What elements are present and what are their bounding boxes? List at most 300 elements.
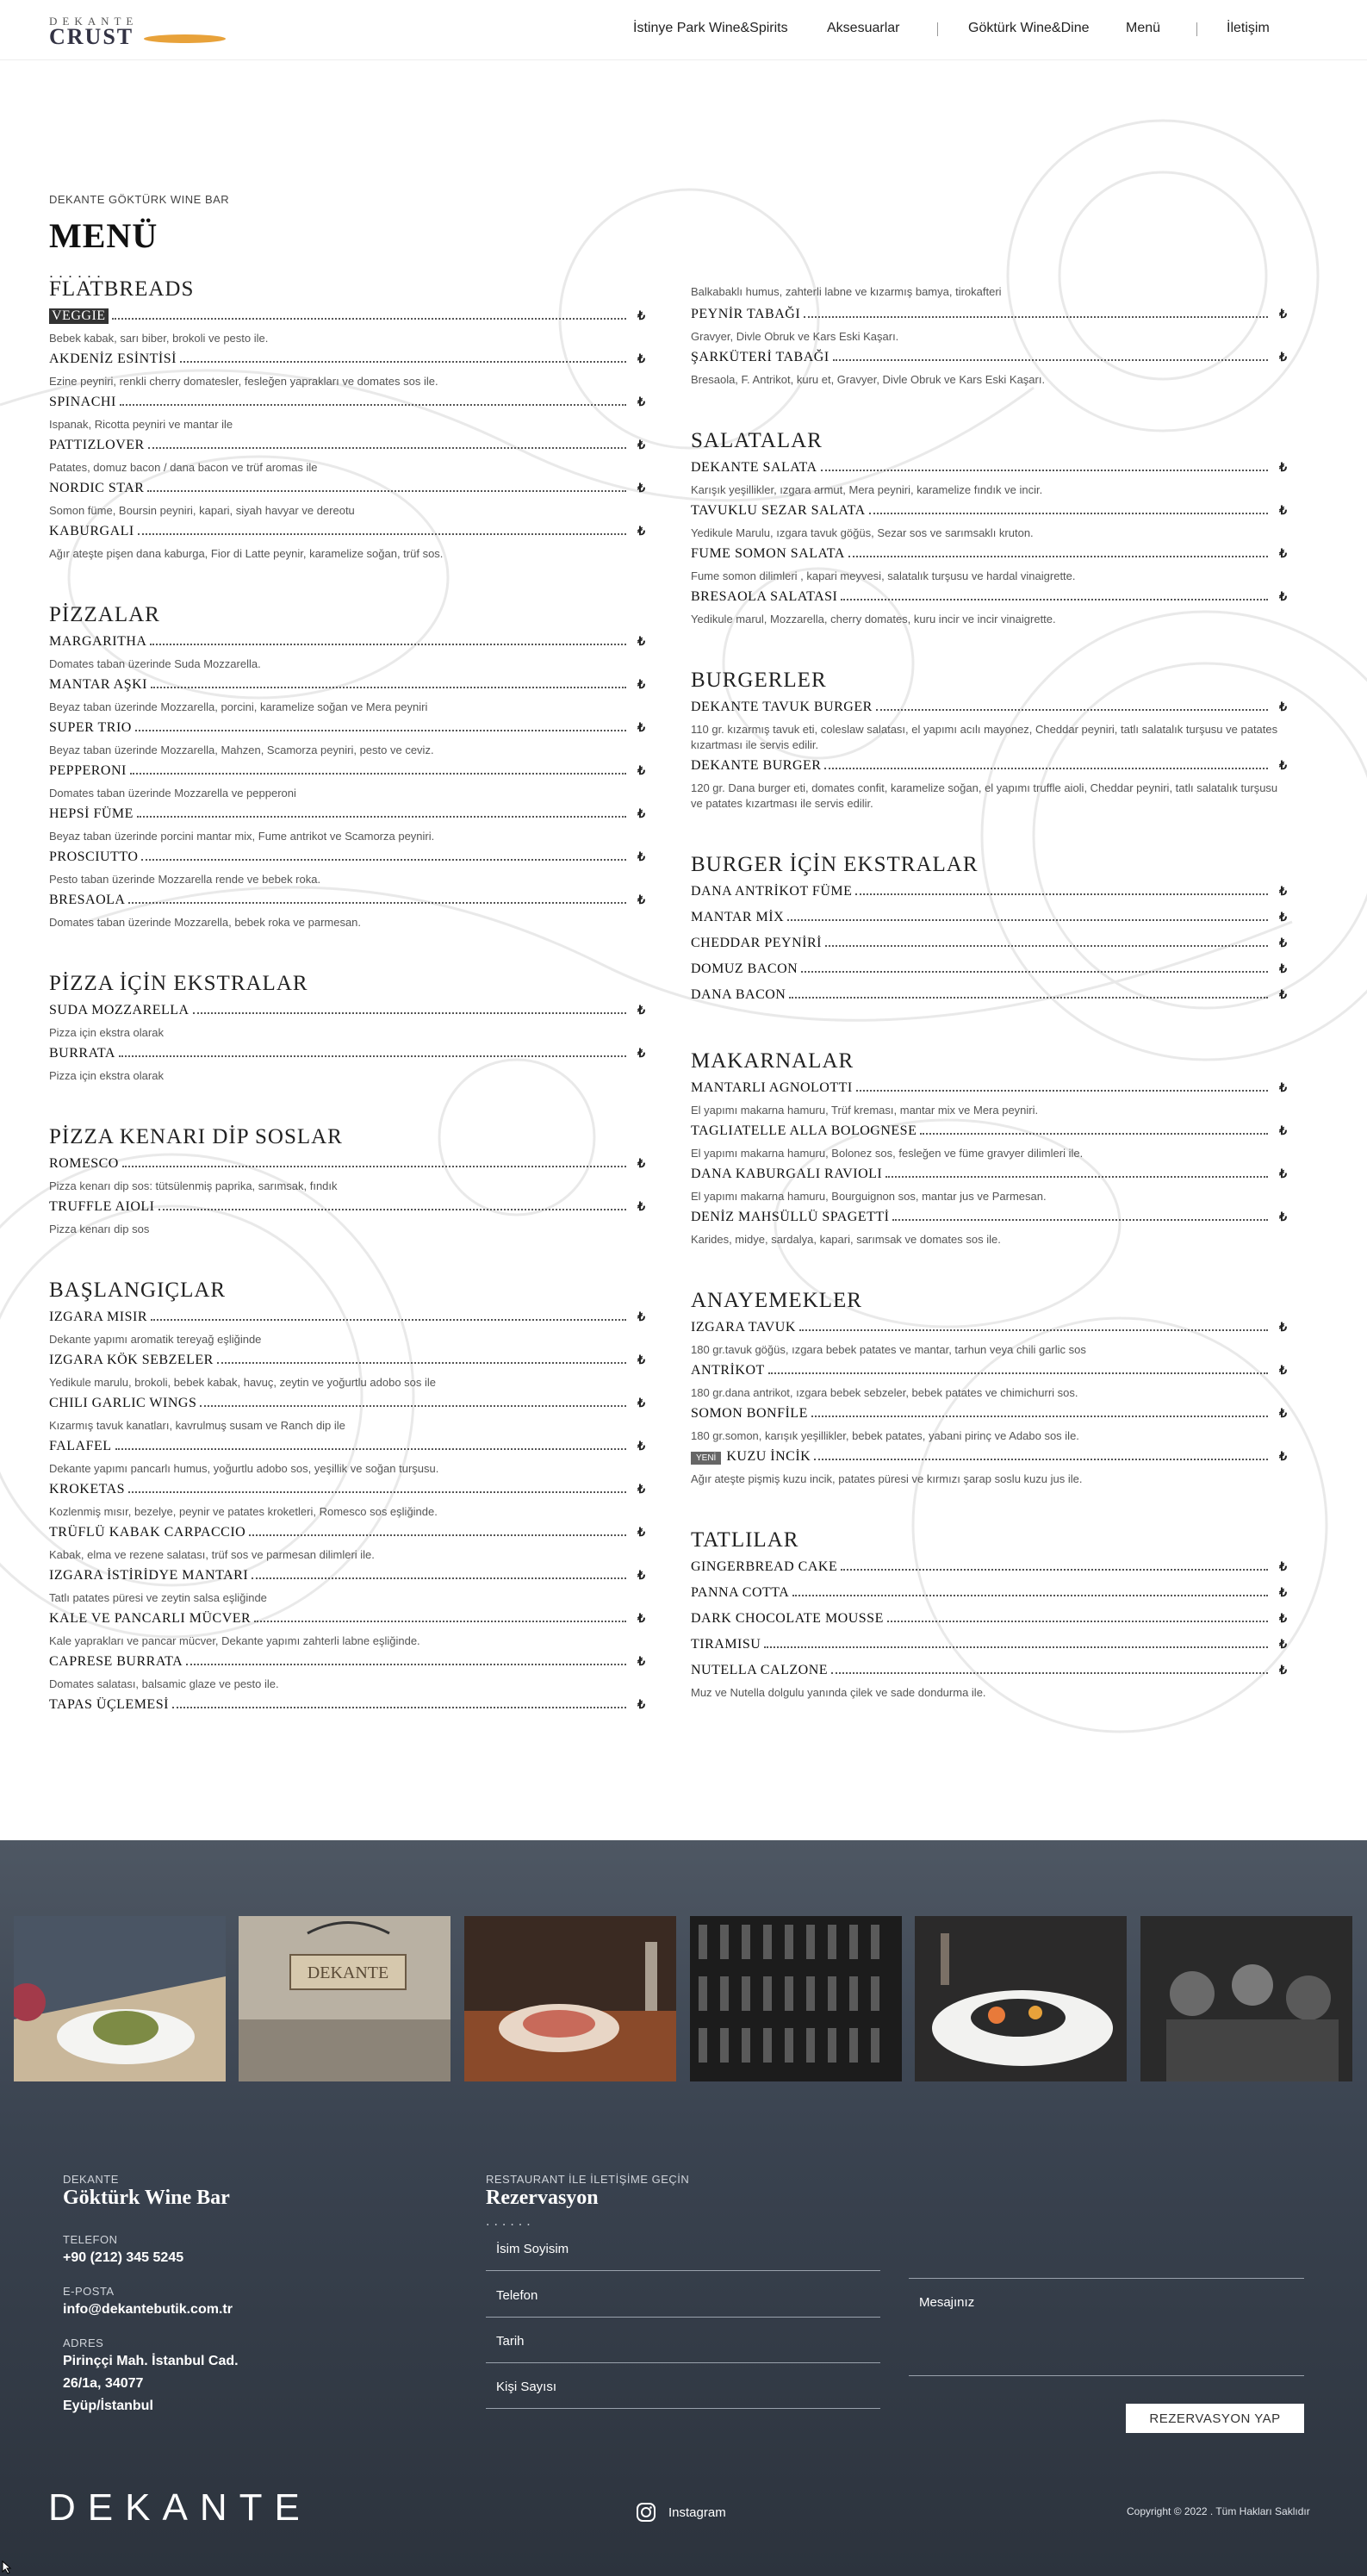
instagram-label: Instagram bbox=[668, 2504, 726, 2520]
menu-item-row bbox=[691, 1449, 1287, 1470]
category-heading: BAŞLANGIÇLAR bbox=[49, 1279, 227, 1302]
menu-item[interactable] bbox=[49, 1439, 645, 1477]
dotted-leader bbox=[252, 1577, 626, 1579]
dotted-leader bbox=[137, 816, 626, 818]
menu-item-name: DEKANTE TAVUK BURGER bbox=[691, 700, 873, 714]
menu-item[interactable] bbox=[49, 524, 645, 562]
menu-item-row bbox=[691, 1611, 1287, 1632]
dotted-leader bbox=[147, 490, 626, 492]
menu-item-row bbox=[49, 1525, 645, 1546]
nav-separator bbox=[937, 22, 938, 36]
menu-item-name: DEKANTE SALATA bbox=[691, 460, 817, 475]
dotted-leader bbox=[821, 470, 1268, 471]
reservation-dots: ...... bbox=[486, 2214, 535, 2229]
dotted-leader bbox=[135, 730, 626, 731]
price-icon: ₺ bbox=[1279, 1320, 1287, 1334]
menu-item[interactable] bbox=[49, 1310, 645, 1347]
menu-item-name: DANA ANTRİKOT FÜME bbox=[691, 884, 853, 899]
menu-item[interactable] bbox=[49, 677, 645, 715]
item-description: Domates taban üzerinde Mozzarella, bebek roka ve parmesan. bbox=[49, 916, 362, 929]
price-icon: ₺ bbox=[637, 1003, 645, 1017]
crust-logo[interactable] bbox=[49, 16, 226, 47]
item-description: Yedikule marulu, brokoli, bebek kabak, havuç, zeytin ve yoğurtlu adobo sos ile bbox=[49, 1376, 437, 1389]
title-dots: ...... bbox=[49, 264, 107, 281]
menu-item-row bbox=[49, 1654, 645, 1675]
category-heading: PİZZA İÇİN EKSTRALAR bbox=[49, 972, 308, 995]
item-description: Ağır ateşte pişen dana kaburga, Fior di Latte peynir, karamelize soğan, trüf sos. bbox=[49, 547, 444, 560]
price-icon: ₺ bbox=[1279, 1585, 1287, 1599]
dotted-leader bbox=[824, 768, 1268, 769]
menu-item[interactable] bbox=[49, 1353, 645, 1391]
menu-item[interactable] bbox=[49, 720, 645, 758]
menu-item-name: VEGGIE bbox=[49, 308, 109, 324]
menu-item-row bbox=[49, 1353, 645, 1373]
menu-item[interactable] bbox=[691, 1663, 1287, 1701]
price-icon: ₺ bbox=[637, 524, 645, 538]
price-icon: ₺ bbox=[1279, 1080, 1287, 1094]
price-icon: ₺ bbox=[1279, 503, 1287, 517]
menu-item[interactable] bbox=[691, 350, 1287, 388]
menu-item[interactable] bbox=[49, 1396, 645, 1434]
gallery-photo-guests[interactable] bbox=[1140, 1916, 1352, 2081]
menu-item-row bbox=[691, 1123, 1287, 1144]
menu-item[interactable] bbox=[49, 1697, 645, 1718]
nav-gokturk[interactable]: Göktürk Wine&Dine bbox=[968, 21, 1090, 35]
price-icon: ₺ bbox=[637, 1156, 645, 1170]
price-icon: ₺ bbox=[1279, 910, 1287, 924]
price-icon: ₺ bbox=[637, 481, 645, 495]
menu-item-row bbox=[49, 806, 645, 827]
menu-item-name: IZGARA MISIR bbox=[49, 1310, 148, 1324]
price-icon: ₺ bbox=[637, 1046, 645, 1060]
menu-right-column bbox=[691, 283, 1287, 1701]
menu-item-name: BRESAOLA SALATASI bbox=[691, 589, 838, 604]
menu-item-name: NORDIC STAR bbox=[49, 481, 145, 495]
price-icon: ₺ bbox=[637, 438, 645, 451]
item-description: Domates taban üzerinde Suda Mozzarella. bbox=[49, 657, 261, 670]
menu-item-row bbox=[49, 1310, 645, 1330]
price-icon: ₺ bbox=[637, 1611, 645, 1625]
menu-item-name: TAGLIATELLE ALLA BOLOGNESE bbox=[691, 1123, 917, 1138]
menu-item[interactable] bbox=[691, 503, 1287, 541]
menu-item[interactable] bbox=[691, 307, 1287, 345]
dotted-leader bbox=[172, 1707, 626, 1708]
menu-item-name: KROKETAS bbox=[49, 1482, 126, 1496]
item-description: Ispanak, Ricotta peyniri ve mantar ile bbox=[49, 418, 233, 431]
menu-item[interactable] bbox=[691, 589, 1287, 627]
menu-item[interactable] bbox=[49, 806, 645, 844]
menu-item-name: CHILI GARLIC WINGS bbox=[49, 1396, 197, 1410]
dotted-leader bbox=[148, 447, 626, 449]
item-description: Yedikule Marulu, ızgara tavuk göğüs, Sezar sos ve sarımsaklı kruton. bbox=[691, 526, 1034, 539]
menu-item[interactable] bbox=[691, 1123, 1287, 1161]
price-icon: ₺ bbox=[1279, 961, 1287, 975]
gallery-photo-seafood[interactable] bbox=[915, 1916, 1127, 2081]
menu-item-row bbox=[691, 987, 1287, 1008]
dotted-leader bbox=[804, 316, 1268, 318]
name-input[interactable]: İsim Soyisim bbox=[486, 2242, 880, 2271]
menu-item-row bbox=[691, 1559, 1287, 1580]
menu-item-row bbox=[49, 1396, 645, 1416]
menu-item-row bbox=[691, 307, 1287, 327]
menu-item-name: KABURGALI bbox=[49, 524, 134, 538]
nav-iletisim[interactable]: İletişim bbox=[1227, 21, 1270, 35]
address-label: ADRES bbox=[63, 2336, 104, 2349]
item-description: Beyaz taban üzerinde porcini mantar mix, Fume antrikot ve Scamorza peyniri. bbox=[49, 830, 435, 843]
price-icon: ₺ bbox=[1279, 1637, 1287, 1651]
item-description: Ezine peyniri, renkli cherry domatesler, fesleğen yaprakları ve domates sos ile. bbox=[49, 375, 438, 388]
menu-item-name: KUZU İNCİK bbox=[726, 1449, 811, 1464]
category-heading: TATLILAR bbox=[691, 1528, 799, 1552]
price-icon: ₺ bbox=[637, 1396, 645, 1409]
logo-main-text: CRUST bbox=[49, 24, 134, 49]
dotted-leader bbox=[841, 599, 1268, 600]
menu-item-name: TRÜFLÜ KABAK CARPACCIO bbox=[49, 1525, 246, 1540]
category-heading: SALATALAR bbox=[691, 429, 823, 452]
contact-label: RESTAURANT İLE İLETİŞİME GEÇİN bbox=[486, 2173, 690, 2186]
price-icon: ₺ bbox=[1279, 700, 1287, 713]
item-description: 180 gr.dana antrikot, ızgara bebek sebzeler, bebek patates ve chimichurri sos. bbox=[691, 1386, 1078, 1399]
menu-section bbox=[0, 60, 1367, 1840]
nav-aksesuarlar[interactable]: Aksesuarlar bbox=[827, 21, 900, 35]
new-badge: YENİ bbox=[691, 1452, 721, 1465]
dotted-leader bbox=[120, 404, 626, 406]
dotted-leader bbox=[885, 1176, 1268, 1178]
phone-input[interactable]: Telefon bbox=[486, 2288, 880, 2318]
item-description: Beyaz taban üzerinde Mozzarella, porcini, karamelize soğan ve Mera peyniri bbox=[49, 700, 428, 713]
menu-item[interactable] bbox=[691, 1585, 1287, 1606]
gallery-photo-storefront[interactable] bbox=[239, 1916, 450, 2081]
menu-item[interactable] bbox=[49, 1654, 645, 1692]
dotted-leader bbox=[254, 1621, 626, 1622]
price-icon: ₺ bbox=[1279, 1123, 1287, 1137]
menu-item-row bbox=[691, 910, 1287, 930]
nav-istinye-park[interactable]: İstinye Park Wine&Spirits bbox=[633, 21, 788, 35]
menu-item-row bbox=[49, 1199, 645, 1220]
menu-item[interactable] bbox=[49, 395, 645, 432]
menu-item-name: KALE VE PANCARLI MÜCVER bbox=[49, 1611, 252, 1626]
menu-item[interactable] bbox=[49, 634, 645, 672]
message-top-border bbox=[909, 2278, 1304, 2279]
dotted-leader bbox=[869, 513, 1268, 514]
menu-item[interactable] bbox=[691, 1080, 1287, 1118]
item-description: Karides, midye, sardalya, kapari, sarımsak ve domates sos ile. bbox=[691, 1233, 1001, 1246]
menu-item[interactable] bbox=[49, 763, 645, 801]
menu-item-row bbox=[49, 481, 645, 501]
menu-item-name: PROSCIUTTO bbox=[49, 849, 139, 864]
price-icon: ₺ bbox=[637, 720, 645, 734]
menu-item-row bbox=[49, 677, 645, 698]
footer-brand-label: DEKANTE bbox=[63, 2173, 119, 2186]
price-icon: ₺ bbox=[637, 1439, 645, 1453]
menu-item[interactable] bbox=[691, 546, 1287, 584]
price-icon: ₺ bbox=[1279, 1663, 1287, 1677]
menu-item-row bbox=[691, 1637, 1287, 1658]
menu-item-name: CHEDDAR PEYNİRİ bbox=[691, 936, 822, 950]
phone-number[interactable]: +90 (212) 345 5245 bbox=[63, 2250, 184, 2265]
menu-item-name: PATTIZLOVER bbox=[49, 438, 145, 452]
menu-item[interactable] bbox=[691, 758, 1287, 812]
dotted-leader bbox=[876, 709, 1268, 711]
price-icon: ₺ bbox=[1279, 460, 1287, 474]
menu-item-name: HEPSİ FÜME bbox=[49, 806, 134, 821]
menu-item-row bbox=[691, 1210, 1287, 1230]
site-header bbox=[0, 0, 1367, 60]
menu-item-row bbox=[691, 961, 1287, 982]
gallery-photo-charcuterie[interactable] bbox=[464, 1916, 676, 2081]
menu-item-name: DARK CHOCOLATE MOUSSE bbox=[691, 1611, 884, 1626]
menu-item[interactable] bbox=[691, 460, 1287, 498]
price-icon: ₺ bbox=[637, 352, 645, 365]
menu-item[interactable] bbox=[691, 987, 1287, 1008]
category-heading: BURGERLER bbox=[691, 669, 827, 692]
menu-item-name: FUME SOMON SALATA bbox=[691, 546, 845, 561]
menu-item-row bbox=[49, 1611, 645, 1632]
menu-item[interactable] bbox=[49, 1568, 645, 1606]
menu-item-name: MANTARLI AGNOLOTTI bbox=[691, 1080, 853, 1095]
item-description: 180 gr.tavuk göğüs, ızgara bebek patates ve mantar, tarhun veya chili garlic sos bbox=[691, 1343, 1086, 1356]
nav-menu[interactable]: Menü bbox=[1126, 21, 1161, 35]
price-icon: ₺ bbox=[637, 893, 645, 906]
menu-item-row bbox=[49, 524, 645, 544]
price-icon: ₺ bbox=[637, 1525, 645, 1539]
logo-top-text: DEKANTE bbox=[49, 15, 139, 28]
menu-item[interactable] bbox=[691, 936, 1287, 956]
price-icon: ₺ bbox=[1279, 1406, 1287, 1420]
item-description: Kale yaprakları ve pancar mücver, Dekante yapımı zahterli labne eşliğinde. bbox=[49, 1634, 420, 1647]
date-input[interactable]: Tarih bbox=[486, 2334, 880, 2363]
menu-item[interactable] bbox=[691, 1637, 1287, 1658]
menu-item-row bbox=[49, 1697, 645, 1718]
price-icon: ₺ bbox=[1279, 1611, 1287, 1625]
price-icon: ₺ bbox=[637, 677, 645, 691]
menu-item-row bbox=[49, 1156, 645, 1177]
item-description: 180 gr.somon, karışık yeşillikler, bebek patates, yabani pirinç ve Adabo sos ile. bbox=[691, 1429, 1079, 1442]
menu-item[interactable] bbox=[49, 308, 645, 346]
menu-item-row bbox=[49, 634, 645, 655]
menu-item[interactable] bbox=[691, 961, 1287, 982]
dotted-leader bbox=[128, 902, 626, 904]
menu-item-name: MANTAR AŞKI bbox=[49, 677, 148, 692]
message-textarea[interactable]: Mesajınız bbox=[909, 2288, 1304, 2376]
menu-item-row bbox=[691, 546, 1287, 567]
menu-item[interactable] bbox=[49, 1525, 645, 1563]
dotted-leader bbox=[217, 1362, 626, 1364]
item-description: Dekante yapımı aromatik tereyağ eşliğinde bbox=[49, 1333, 262, 1346]
menu-item[interactable] bbox=[691, 910, 1287, 930]
item-description: Bresaola, F. Antrikot, kuru et, Gravyer, Divle Obruk ve Kars Eski Kaşarı. bbox=[691, 373, 1046, 386]
menu-item-row bbox=[691, 460, 1287, 481]
menu-item[interactable] bbox=[49, 352, 645, 389]
dotted-leader bbox=[249, 1534, 626, 1536]
menu-item[interactable] bbox=[49, 893, 645, 930]
dotted-leader bbox=[831, 1672, 1268, 1674]
dotted-leader bbox=[920, 1133, 1268, 1135]
menu-item[interactable] bbox=[49, 1156, 645, 1194]
menu-item[interactable] bbox=[691, 1559, 1287, 1580]
item-description: Fume somon dilimleri , kapari meyvesi, salatalık turşusu ve hardal vinaigrette. bbox=[691, 569, 1076, 582]
menu-item-row bbox=[49, 438, 645, 458]
menu-item[interactable] bbox=[49, 481, 645, 519]
menu-item-name: DEKANTE BURGER bbox=[691, 758, 822, 773]
dotted-leader bbox=[186, 1664, 626, 1665]
menu-item-name: BRESAOLA bbox=[49, 893, 126, 907]
menu-item-row bbox=[691, 1167, 1287, 1187]
item-description: 120 gr. Dana burger eti, domates confit, karamelize soğan, el yapımı truffle aioli, Cheddar peyniri, tatlı salatalık turşusu ve patates kızartması ile servis edilir. bbox=[691, 781, 1278, 810]
reservation-title: Rezervasyon bbox=[486, 2187, 599, 2209]
price-icon: ₺ bbox=[637, 634, 645, 648]
menu-item-name: TAPAS ÜÇLEMESİ bbox=[49, 1697, 169, 1712]
menu-item[interactable] bbox=[49, 1611, 645, 1649]
price-icon: ₺ bbox=[637, 1568, 645, 1582]
item-description: El yapımı makarna hamuru, Trüf kreması, mantar mix ve Mera peyniri. bbox=[691, 1104, 1039, 1117]
menu-item-name: PANNA COTTA bbox=[691, 1585, 790, 1600]
menu-item[interactable] bbox=[49, 1199, 645, 1237]
item-description: Dekante yapımı pancarlı humus, yoğurtlu adobo sos, yeşillik ve soğan turşusu. bbox=[49, 1462, 439, 1475]
dotted-leader bbox=[180, 361, 626, 363]
menu-item-name: NUTELLA CALZONE bbox=[691, 1663, 829, 1677]
menu-item[interactable] bbox=[49, 438, 645, 476]
item-description: Pizza kenarı dip sos bbox=[49, 1223, 150, 1235]
price-icon: ₺ bbox=[1279, 1167, 1287, 1180]
menu-item-row bbox=[49, 352, 645, 372]
menu-item[interactable] bbox=[691, 700, 1287, 753]
menu-item[interactable] bbox=[691, 884, 1287, 905]
menu-item-name: IZGARA TAVUK bbox=[691, 1320, 796, 1335]
menu-item[interactable] bbox=[49, 1046, 645, 1084]
copyright-text: Copyright © 2022 . Tüm Hakları Saklıdır bbox=[1127, 2505, 1310, 2517]
address-line-3: Eyüp/İstanbul bbox=[63, 2399, 153, 2413]
menu-item-name: IZGARA İSTİRİDYE MANTARI bbox=[49, 1568, 249, 1583]
gallery-photo-wine-shelf[interactable] bbox=[690, 1916, 902, 2081]
menu-item-name: GINGERBREAD CAKE bbox=[691, 1559, 838, 1574]
email-label: E-POSTA bbox=[63, 2285, 115, 2298]
menu-item-row bbox=[691, 1406, 1287, 1427]
price-icon: ₺ bbox=[637, 763, 645, 777]
menu-item[interactable] bbox=[691, 1363, 1287, 1401]
menu-item-row bbox=[49, 720, 645, 741]
gallery-photo-salad[interactable] bbox=[14, 1916, 226, 2081]
menu-item-name: IZGARA KÖK SEBZELER bbox=[49, 1353, 214, 1367]
menu-item-name: DANA KABURGALI RAVIOLI bbox=[691, 1167, 883, 1181]
menu-item[interactable] bbox=[691, 1611, 1287, 1632]
logo-swoosh bbox=[144, 34, 226, 43]
item-description: Tatlı patates püresi ve zeytin salsa eşliğinde bbox=[49, 1591, 267, 1604]
menu-item-name: SPINACHI bbox=[49, 395, 116, 409]
price-icon: ₺ bbox=[1279, 884, 1287, 898]
price-icon: ₺ bbox=[637, 1199, 645, 1213]
menu-item[interactable] bbox=[49, 849, 645, 887]
menu-item-name: DOMUZ BACON bbox=[691, 961, 798, 976]
menu-item-name: ANTRİKOT bbox=[691, 1363, 765, 1378]
dotted-leader bbox=[887, 1621, 1268, 1622]
item-description: Gravyer, Divle Obruk ve Kars Eski Kaşarı. bbox=[691, 330, 899, 343]
item-description: Somon füme, Boursin peyniri, kapari, siyah havyar ve dereotu bbox=[49, 504, 355, 517]
menu-item[interactable] bbox=[691, 1210, 1287, 1248]
menu-item[interactable] bbox=[691, 1320, 1287, 1358]
price-icon: ₺ bbox=[1279, 589, 1287, 603]
instagram-link[interactable] bbox=[636, 2502, 726, 2523]
dotted-leader bbox=[789, 997, 1268, 999]
instagram-icon bbox=[636, 2502, 656, 2523]
menu-item[interactable] bbox=[691, 1406, 1287, 1444]
guest-count-input[interactable]: Kişi Sayısı bbox=[486, 2380, 880, 2409]
dotted-leader bbox=[801, 971, 1268, 973]
menu-left-column bbox=[49, 277, 645, 1718]
item-description: Ağır ateşte pişmiş kuzu incik, patates püresi ve kırmızı şarap soslu kuzu jus ile. bbox=[691, 1472, 1083, 1485]
category-heading: ANAYEMEKLER bbox=[691, 1289, 862, 1312]
price-icon: ₺ bbox=[1279, 1559, 1287, 1573]
menu-item-name: TIRAMISU bbox=[691, 1637, 761, 1652]
item-description: Beyaz taban üzerinde Mozzarella, Mahzen, Scamorza peyniri, pesto ve ceviz. bbox=[49, 744, 434, 756]
price-icon: ₺ bbox=[1279, 936, 1287, 949]
reservation-button[interactable]: REZERVASYON YAP bbox=[1126, 2404, 1304, 2433]
item-description: Domates salatası, balsamic glaze ve pesto ile. bbox=[49, 1677, 279, 1690]
menu-item[interactable] bbox=[49, 1482, 645, 1520]
dotted-leader bbox=[833, 359, 1268, 361]
item-description: Bebek kabak, sarı biber, brokoli ve pesto ile. bbox=[49, 332, 269, 345]
page-title: MENÜ bbox=[49, 216, 158, 255]
gallery-sign-text: DEKANTE bbox=[307, 1963, 389, 1982]
item-description: Muz ve Nutella dolgulu yanında çilek ve sade dondurma ile. bbox=[691, 1686, 986, 1699]
menu-item-name: DENİZ MAHSÜLLÜ SPAGETTİ bbox=[691, 1210, 890, 1224]
item-description: El yapımı makarna hamuru, Bolonez sos, fesleğen ve füme gravyer dilimleri ile. bbox=[691, 1147, 1084, 1160]
dotted-leader bbox=[841, 1569, 1268, 1571]
dotted-leader bbox=[855, 893, 1268, 895]
menu-item-name: MANTAR MİX bbox=[691, 910, 785, 924]
price-icon: ₺ bbox=[637, 1697, 645, 1711]
price-icon: ₺ bbox=[637, 1482, 645, 1496]
price-icon: ₺ bbox=[1279, 987, 1287, 1001]
dotted-leader bbox=[814, 1459, 1268, 1460]
price-icon: ₺ bbox=[1279, 758, 1287, 772]
menu-item[interactable] bbox=[691, 1449, 1287, 1487]
menu-item-row bbox=[691, 1320, 1287, 1341]
menu-item-row bbox=[691, 1080, 1287, 1101]
phone-label: TELEFON bbox=[63, 2233, 118, 2246]
menu-item-name: SUPER TRIO bbox=[49, 720, 132, 735]
dotted-leader bbox=[115, 1448, 626, 1450]
menu-item-row bbox=[691, 350, 1287, 370]
dotted-leader bbox=[193, 1012, 626, 1014]
menu-item[interactable] bbox=[49, 1003, 645, 1041]
dekante-logo[interactable]: DEKANTE bbox=[48, 2486, 312, 2529]
dotted-leader bbox=[150, 644, 626, 645]
menu-item-row bbox=[49, 763, 645, 784]
dotted-leader bbox=[792, 1595, 1268, 1596]
item-description: Pizza için ekstra olarak bbox=[49, 1026, 164, 1039]
menu-item-name: SUDA MOZZARELLA bbox=[49, 1003, 190, 1017]
dotted-leader bbox=[158, 1209, 627, 1210]
email-address[interactable]: info@dekantebutik.com.tr bbox=[63, 2302, 233, 2317]
item-description: El yapımı makarna hamuru, Bourguignon sos, mantar jus ve Parmesan. bbox=[691, 1190, 1047, 1203]
menu-item-row bbox=[49, 1003, 645, 1024]
menu-item[interactable] bbox=[691, 1167, 1287, 1204]
price-icon: ₺ bbox=[1279, 1210, 1287, 1223]
item-description: Patates, domuz bacon / dana bacon ve trüf aromas ile bbox=[49, 461, 318, 474]
menu-item-name: ROMESCO bbox=[49, 1156, 119, 1171]
menu-item-row bbox=[49, 308, 645, 329]
price-icon: ₺ bbox=[1279, 350, 1287, 364]
price-icon: ₺ bbox=[1279, 1363, 1287, 1377]
menu-item-name: DANA BACON bbox=[691, 987, 786, 1002]
menu-item-row bbox=[691, 1585, 1287, 1606]
item-description: Pesto taban üzerinde Mozzarella rende ve bebek roka. bbox=[49, 873, 321, 886]
menu-item-row bbox=[49, 1046, 645, 1067]
item-description: Kabak, elma ve rezene salatası, trüf sos ve parmesan dilimleri ile. bbox=[49, 1548, 375, 1561]
dotted-leader bbox=[141, 859, 626, 861]
dotted-leader bbox=[138, 533, 626, 535]
